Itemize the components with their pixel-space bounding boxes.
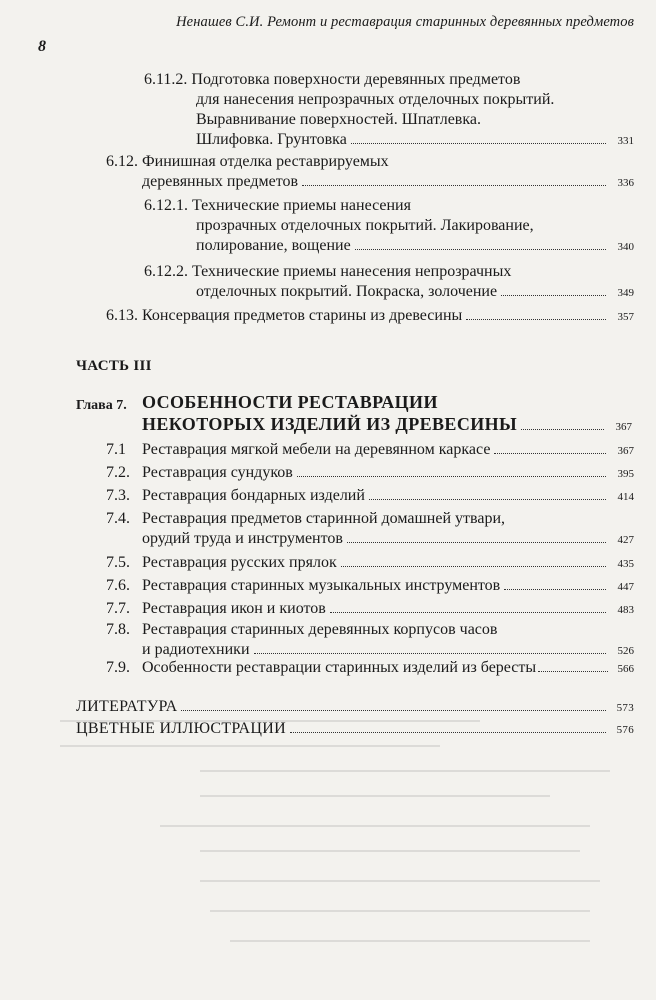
toc-entry-number: 7.6.	[106, 577, 130, 594]
toc-entry-text: деревянных предметов	[142, 173, 299, 190]
toc-page-number: 576	[616, 724, 634, 736]
toc-entry-text: Реставрация бондарных изделий	[142, 487, 365, 504]
toc-entry-text: Выравнивание поверхностей. Шпатлевка.	[196, 111, 481, 128]
toc-entry-text: ЛИТЕРАТУРА	[76, 698, 178, 715]
toc-entry-number: 7.2.	[106, 464, 130, 481]
part-heading: ЧАСТЬ III	[76, 358, 152, 374]
toc-entry-6-12-2[interactable]	[144, 262, 634, 303]
toc-entry-text: Технические приемы нанесения	[192, 197, 411, 214]
toc-entry-text: Технические приемы нанесения непрозрачных	[192, 263, 512, 280]
toc-page-number: 336	[617, 177, 634, 189]
chapter-title-line2: НЕКОТОРЫХ ИЗДЕЛИЙ ИЗ ДРЕВЕСИНЫ	[142, 414, 518, 434]
toc-page-number: 573	[616, 702, 634, 714]
toc-entry-text: Реставрация старинных деревянных корпусов часов	[142, 621, 498, 638]
toc-entry-literature[interactable]	[76, 697, 634, 718]
leader-dots	[347, 542, 606, 543]
toc-entry-number: 6.12.2.	[144, 263, 188, 280]
toc-page-number: 447	[617, 581, 634, 593]
toc-entry-text: полирование, вощение	[196, 237, 351, 254]
toc-entry-number: 6.11.2.	[144, 71, 188, 88]
toc-page-number: 395	[617, 468, 634, 480]
toc-entry-number: 7.5.	[106, 554, 130, 571]
toc-entry-number: 7.8.	[106, 621, 130, 638]
toc-entry-number: 7.4.	[106, 510, 130, 527]
toc-entry-number: 7.7.	[106, 600, 130, 617]
toc-entry-number: 7.9.	[106, 659, 130, 676]
toc-entry-6-11-2[interactable]	[144, 70, 634, 151]
leader-dots	[504, 589, 606, 590]
toc-entry-text: Особенности реставрации старинных изделий из бересты	[142, 659, 537, 676]
toc-entry-text: орудий труда и инструментов	[142, 530, 343, 547]
toc-entry-6-12[interactable]	[106, 152, 634, 193]
toc-page-number: 340	[617, 241, 634, 253]
toc-entry-text: Финишная отделка реставрируемых	[142, 153, 389, 170]
toc-entry-text: Шлифовка. Грунтовка	[196, 131, 347, 148]
leader-dots	[297, 476, 606, 477]
leader-dots	[494, 453, 606, 454]
leader-dots	[369, 499, 606, 500]
leader-dots	[538, 671, 608, 672]
toc-entry-6-13[interactable]	[106, 306, 634, 327]
leader-dots	[181, 710, 606, 711]
toc-entry-text: Консервация предметов старины из древесины	[142, 307, 463, 324]
toc-entry-number: 6.13.	[106, 307, 138, 324]
toc-entry-7-6[interactable]	[106, 576, 634, 597]
leader-dots	[330, 612, 606, 613]
toc-entry-text: Реставрация предметов старинной домашней утвари,	[142, 510, 506, 527]
chapter-label: Глава 7.	[76, 398, 127, 413]
toc-page-number: 435	[617, 558, 634, 570]
leader-dots	[355, 249, 606, 250]
toc-page-number: 331	[617, 135, 634, 147]
toc-entry-text: Реставрация старинных музыкальных инструментов	[142, 577, 501, 594]
toc-page-number: 526	[617, 645, 634, 657]
toc-entry-text: Реставрация мягкой мебели на деревянном каркасе	[142, 441, 491, 458]
toc-page-number: 483	[617, 604, 634, 616]
toc-entry-7-8[interactable]	[106, 620, 634, 661]
toc-entry-number: 6.12.	[106, 153, 138, 170]
toc-entry-number: 7.1	[106, 441, 126, 458]
page-number: 8	[38, 38, 46, 55]
toc-entry-7-3[interactable]	[106, 486, 634, 507]
leader-dots	[501, 295, 606, 296]
toc-entry-number: 6.12.1.	[144, 197, 188, 214]
toc-entry-number: 7.3.	[106, 487, 130, 504]
toc-page-number: 349	[617, 287, 634, 299]
toc-entry-7-7[interactable]	[106, 599, 634, 620]
toc-entry-7-9[interactable]	[106, 658, 634, 679]
toc-entry-7-2[interactable]	[106, 463, 634, 484]
running-head: Ненашев С.И. Ремонт и реставрация старинных деревянных предметов	[176, 14, 634, 30]
toc-entry-7-4[interactable]	[106, 509, 634, 550]
leader-dots	[466, 319, 606, 320]
leader-dots	[351, 143, 606, 144]
toc-entry-text: Реставрация русских прялок	[142, 554, 337, 571]
chapter-title-line1: ОСОБЕННОСТИ РЕСТАВРАЦИИ	[142, 392, 438, 412]
toc-page-number: 357	[617, 311, 634, 323]
toc-entry-7-5[interactable]	[106, 553, 634, 574]
leader-dots	[341, 566, 606, 567]
leader-dots	[302, 185, 606, 186]
toc-entry-text: для нанесения непрозрачных отделочных покрытий.	[196, 91, 555, 108]
leader-dots	[521, 429, 604, 430]
toc-entry-text: отделочных покрытий. Покраска, золочение	[196, 283, 498, 300]
toc-page-number: 566	[617, 663, 634, 675]
toc-entry-color-illustrations[interactable]	[76, 719, 634, 740]
toc-page-number: 414	[617, 491, 634, 503]
toc-entry-text: Подготовка поверхности деревянных предметов	[191, 71, 521, 88]
toc-entry-text: Реставрация икон и киотов	[142, 600, 326, 617]
toc-entry-text: и радиотехники	[142, 641, 250, 658]
leader-dots	[290, 732, 606, 733]
toc-entry-7-1[interactable]	[106, 440, 634, 461]
toc-page-number: 367	[615, 421, 632, 433]
toc-entry-6-12-1[interactable]	[144, 196, 634, 257]
toc-entry-text: Реставрация сундуков	[142, 464, 293, 481]
leader-dots	[254, 653, 607, 654]
toc-page-number: 367	[617, 445, 634, 457]
toc-page-number: 427	[617, 534, 634, 546]
toc-entry-text: ЦВЕТНЫЕ ИЛЛЮСТРАЦИИ	[76, 720, 286, 737]
show-through-texture	[40, 700, 640, 1000]
toc-entry-text: прозрачных отделочных покрытий. Лакирование,	[196, 217, 534, 234]
